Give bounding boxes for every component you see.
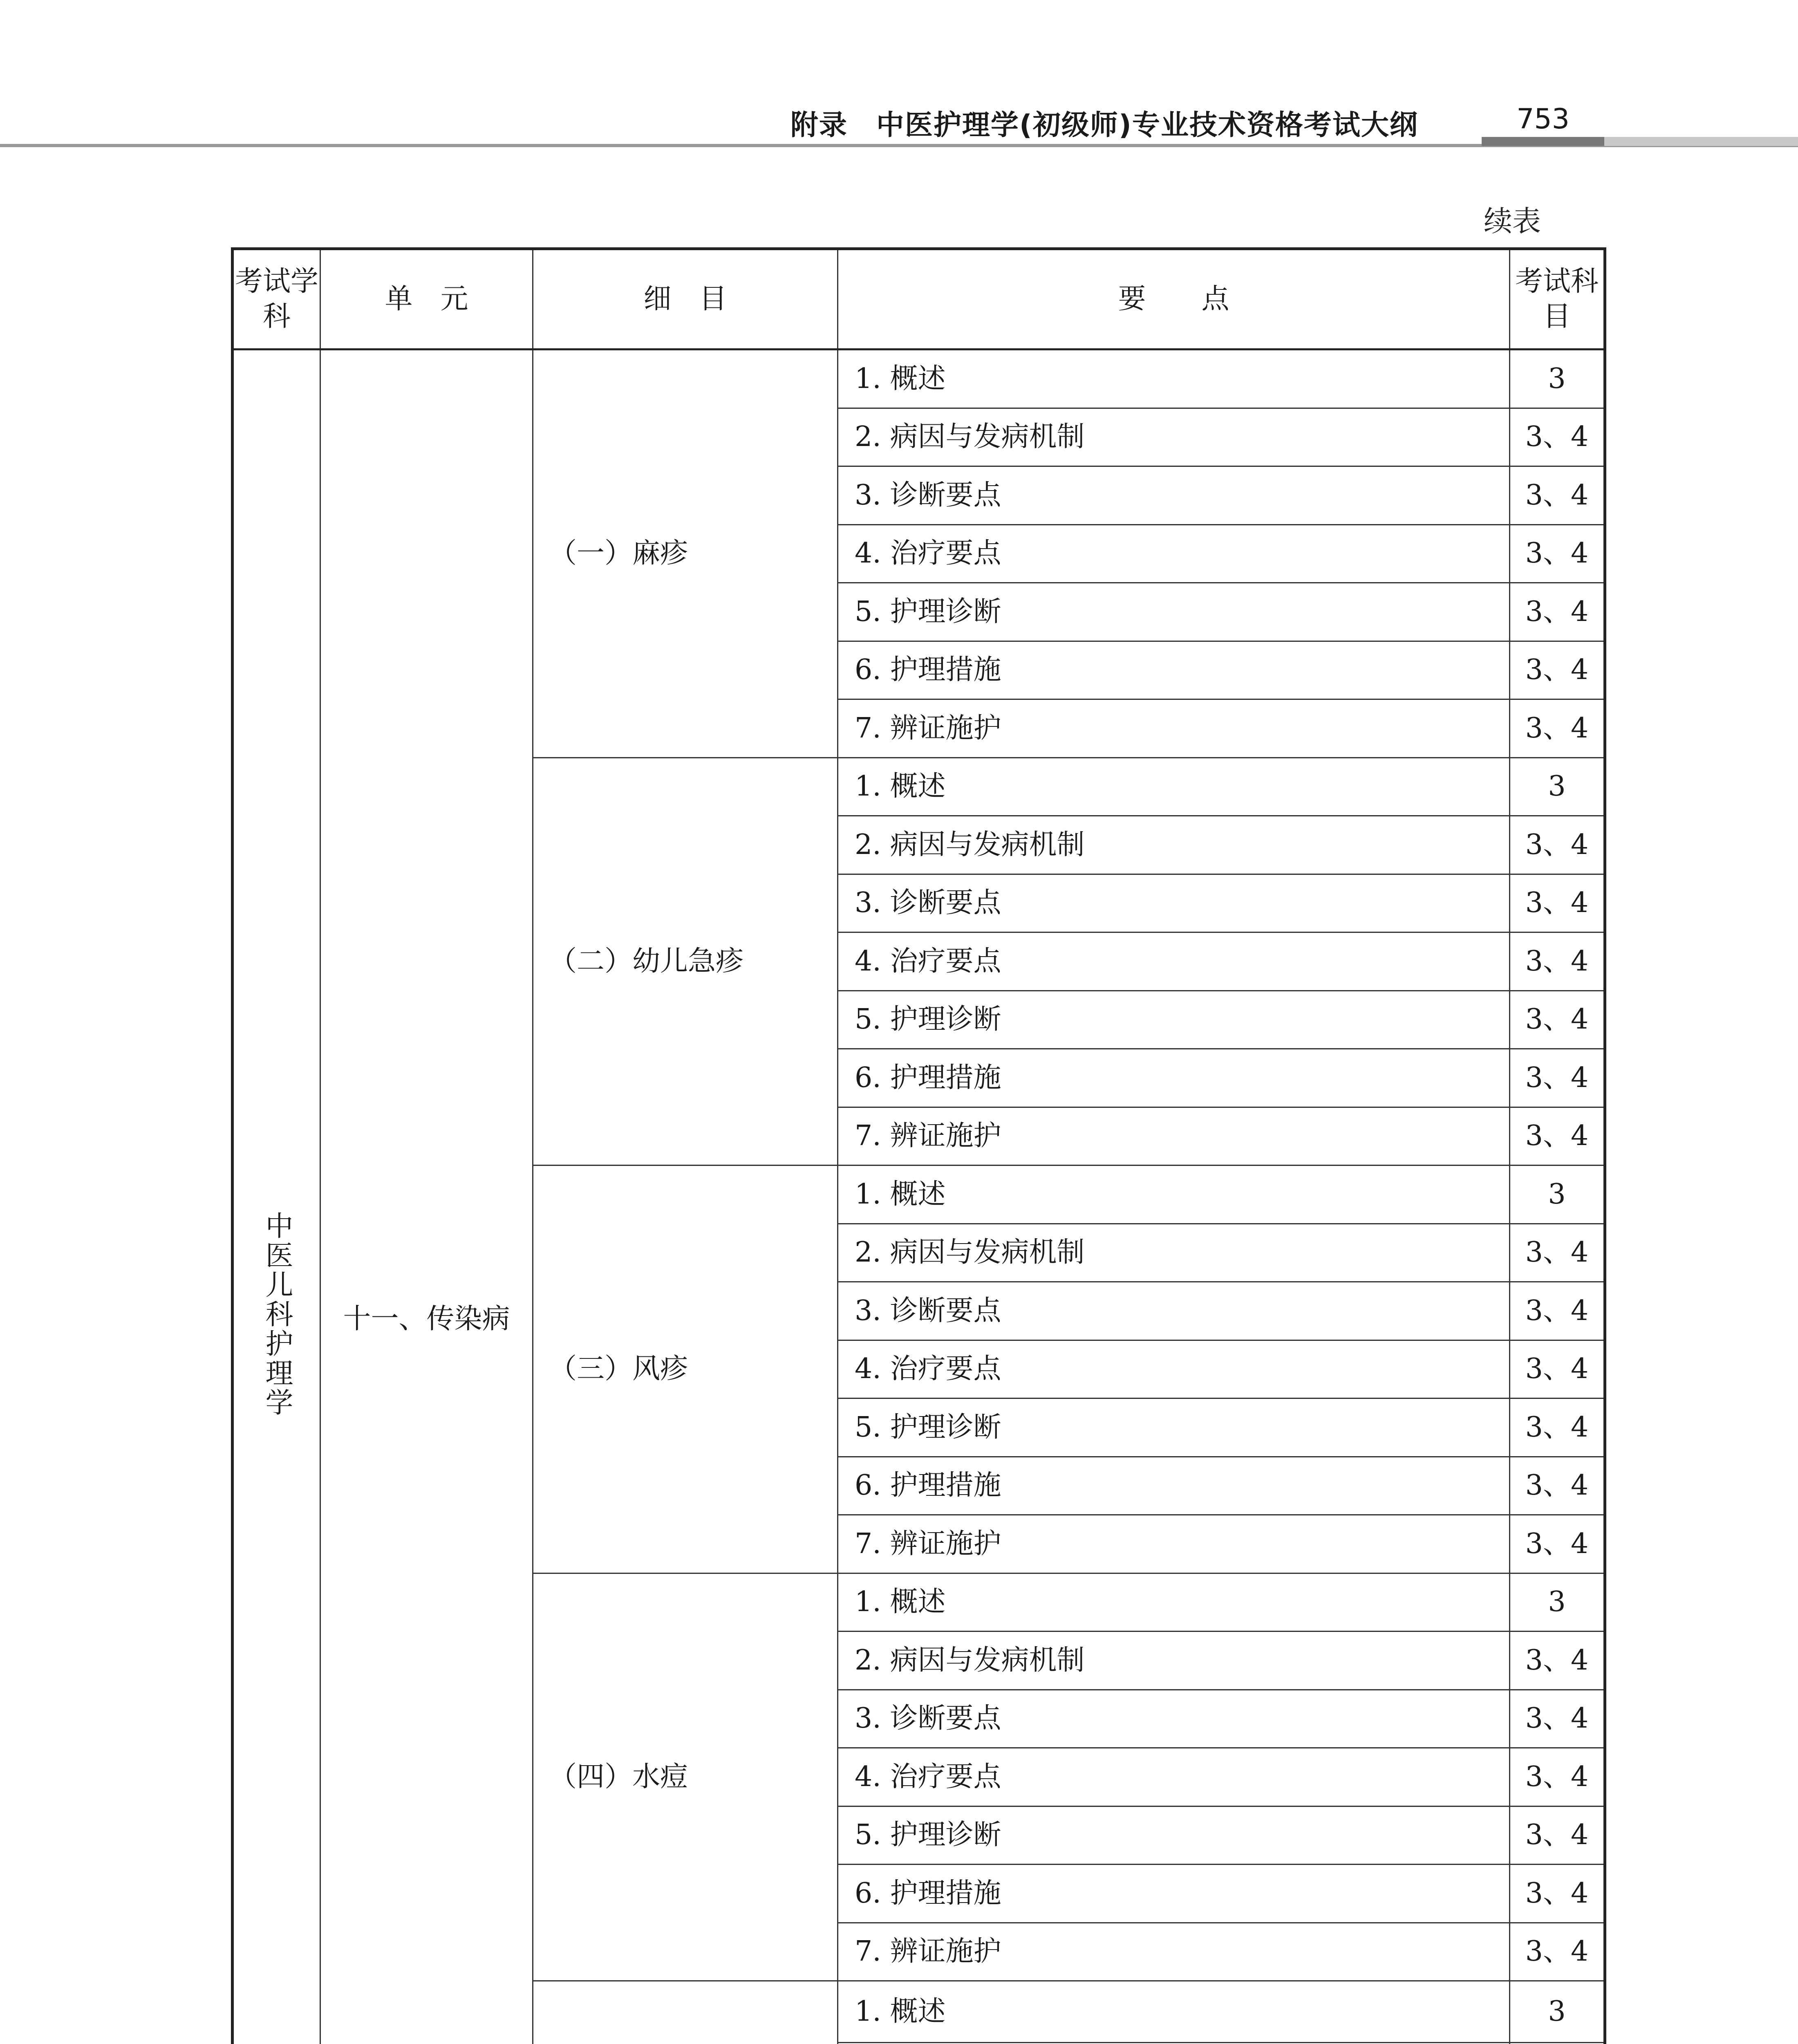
continuation-label: 续表: [1484, 204, 1541, 238]
code-cell: 3、4: [1510, 874, 1605, 932]
code-cell: 3、4: [1510, 1282, 1605, 1340]
point-cell: 4. 治疗要点: [838, 524, 1510, 583]
code-cell: 3、4: [1510, 466, 1605, 525]
code-cell: 3、4: [1510, 1049, 1605, 1107]
point-cell: 2. 病因与发病机制: [838, 408, 1510, 466]
code-cell: 3: [1510, 350, 1605, 408]
code-cell: [1510, 2042, 1605, 2044]
code-cell: 3、4: [1510, 932, 1605, 991]
code-cell: 3、4: [1510, 1515, 1605, 1573]
table-row: [233, 350, 1605, 408]
code-cell: 3: [1510, 758, 1605, 816]
table-body: [233, 350, 1605, 2044]
point-cell: 1. 概述: [838, 1573, 1510, 1632]
point-cell: 1. 概述: [838, 1981, 1510, 2043]
point-cell: 6. 护理措施: [838, 1865, 1510, 1923]
code-cell: 3、4: [1510, 1457, 1605, 1515]
code-cell: 3、4: [1510, 1224, 1605, 1282]
point-cell: 3. 诊断要点: [838, 1282, 1510, 1340]
code-cell: 3、4: [1510, 408, 1605, 466]
point-cell: 5. 护理诊断: [838, 1806, 1510, 1865]
point-cell: 4. 治疗要点: [838, 1748, 1510, 1806]
header-detail: 细 目: [533, 249, 838, 350]
point-cell: 7. 辨证施护: [838, 1107, 1510, 1165]
code-cell: 3、4: [1510, 1690, 1605, 1748]
code-cell: 3、4: [1510, 1806, 1605, 1865]
code-cell: 3、4: [1510, 1632, 1605, 1690]
point-cell: 6. 护理措施: [838, 1049, 1510, 1107]
exam-outline-table: [231, 247, 1606, 2044]
code-cell: 3、4: [1510, 1923, 1605, 1981]
code-cell: 3、4: [1510, 641, 1605, 699]
header-code: 考试科目: [1510, 249, 1605, 350]
point-cell: 3. 诊断要点: [838, 1690, 1510, 1748]
point-cell: 5. 护理诊断: [838, 583, 1510, 641]
subject-name: 中医儿科护理学: [261, 1211, 293, 1418]
code-cell: 3: [1510, 1165, 1605, 1224]
point-cell: 5. 护理诊断: [838, 991, 1510, 1049]
code-cell: 3、4: [1510, 1107, 1605, 1165]
table-header-row: [233, 249, 1605, 350]
point-cell: [838, 2042, 1510, 2044]
code-cell: 3、4: [1510, 699, 1605, 758]
code-cell: 3、4: [1510, 1865, 1605, 1923]
header-accent-bar: [1482, 137, 1798, 146]
header-points: 要 点: [838, 249, 1510, 350]
unit-cell: 十一、传染病: [320, 350, 533, 2044]
point-cell: 1. 概述: [838, 350, 1510, 408]
point-cell: 7. 辨证施护: [838, 1515, 1510, 1573]
point-cell: 2. 病因与发病机制: [838, 1224, 1510, 1282]
code-cell: 3、4: [1510, 583, 1605, 641]
running-title: 附录 中医护理学(初级师)专业技术资格考试大纲: [790, 109, 1418, 141]
point-cell: 6. 护理措施: [838, 641, 1510, 699]
point-cell: 6. 护理措施: [838, 1457, 1510, 1515]
point-cell: 4. 治疗要点: [838, 932, 1510, 991]
point-cell: 7. 辨证施护: [838, 1923, 1510, 1981]
point-cell: 3. 诊断要点: [838, 874, 1510, 932]
header-subject: 考试学科: [233, 249, 320, 350]
code-cell: 3、4: [1510, 991, 1605, 1049]
header-unit: 单 元: [320, 249, 533, 350]
code-cell: 3、4: [1510, 1340, 1605, 1399]
code-cell: 3、4: [1510, 524, 1605, 583]
detail-cell: [533, 1981, 838, 2044]
point-cell: 3. 诊断要点: [838, 466, 1510, 525]
point-cell: 4. 治疗要点: [838, 1340, 1510, 1399]
point-cell: 1. 概述: [838, 758, 1510, 816]
code-cell: 3、4: [1510, 1399, 1605, 1457]
point-cell: 1. 概述: [838, 1165, 1510, 1224]
point-cell: 2. 病因与发病机制: [838, 816, 1510, 874]
detail-cell: （二）幼儿急疹: [533, 758, 838, 1165]
point-cell: 2. 病因与发病机制: [838, 1632, 1510, 1690]
detail-cell: （四）水痘: [533, 1573, 838, 1981]
detail-cell: （三）风疹: [533, 1165, 838, 1573]
code-cell: 3、4: [1510, 816, 1605, 874]
code-cell: 3: [1510, 1981, 1605, 2043]
detail-cell: （一）麻疹: [533, 350, 838, 758]
point-cell: 7. 辨证施护: [838, 699, 1510, 758]
point-cell: 5. 护理诊断: [838, 1399, 1510, 1457]
subject-cell: [233, 350, 320, 2044]
code-cell: 3: [1510, 1573, 1605, 1632]
page-number: 753: [1516, 103, 1570, 135]
page-header: [376, 91, 1602, 140]
code-cell: 3、4: [1510, 1748, 1605, 1806]
